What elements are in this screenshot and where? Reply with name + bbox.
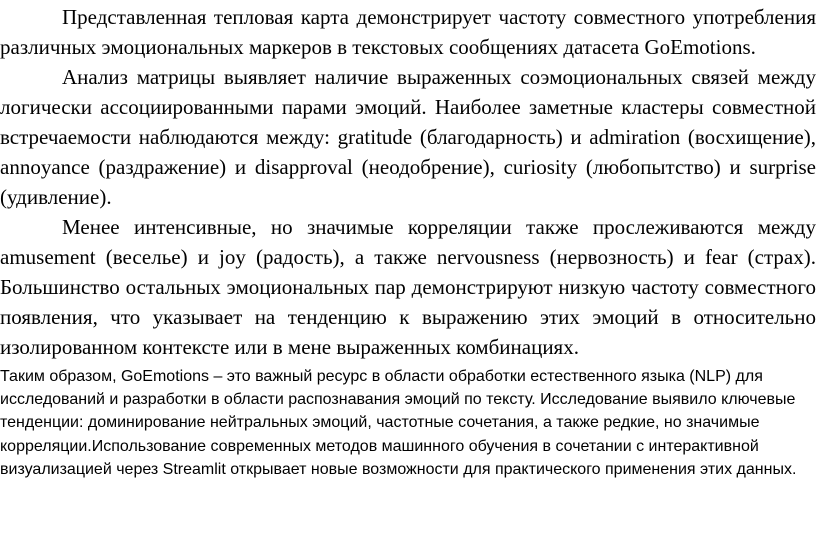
paragraph-heatmap-intro: Представленная тепловая карта демонстрирует частоту совместного употребления различных эмоциональных маркеров в текстовых сообщениях датасета GoEmotions. <box>0 5 816 59</box>
paragraph-conclusion: Таким образом, GoEmotions – это важный ресурс в области обработки естественного языка (NLP) для исследований и разработки в области распознавания эмоций по тексту. Исследование выявило ключевые тенденции: доминирование нейтральных эмоций, частотные сочетания, а также редкие, но значимые корреляции.Использование современных методов машинного обучения в сочетании с интерактивной визуализацией через Streamlit открывает новые возможности для практического применения этих данных. <box>0 368 797 478</box>
paragraph-matrix-analysis: Анализ матрицы выявляет наличие выраженных соэмоциональных связей между логически ассоциированными парами эмоций. Наиболее заметные кластеры совместной встречаемости наблюдаются между: gratitude (благодарность) и admiration (восхищение), annoyance (раздражение) и disapproval (неодобрение), curiosity (любопытство) и surprise (удивление). <box>0 65 816 209</box>
sans-text-section <box>0 365 816 481</box>
serif-text-section <box>0 2 816 362</box>
paragraph-weaker-correlations: Менее интенсивные, но значимые корреляции также прослеживаются между amusement (веселье) и joy (радость), а также nervousness (нервозность) и fear (страх). Большинство остальных эмоциональных пар демонстрируют низкую частоту совместного появления, что указывает на тенденцию к выражению этих эмоций в относительно изолированном контексте или в мене выраженных комбинациях. <box>0 215 816 359</box>
